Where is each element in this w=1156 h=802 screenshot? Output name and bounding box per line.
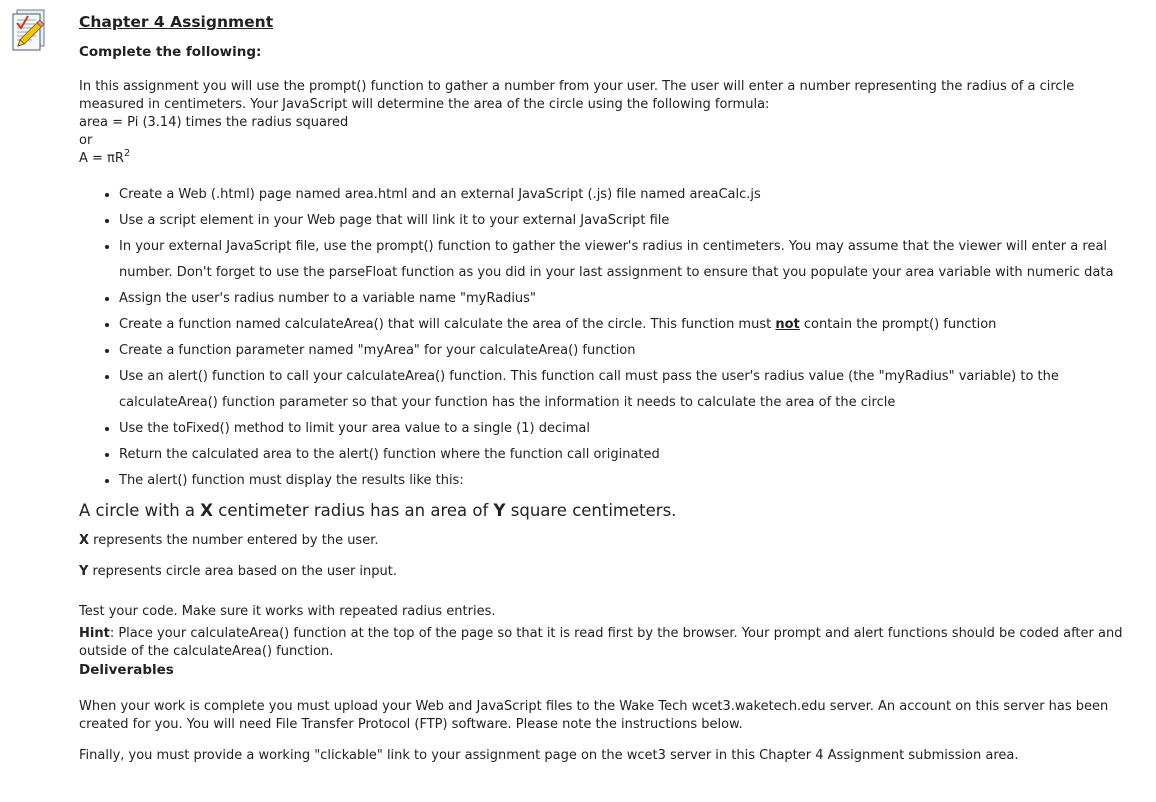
formula-exponent: 2 [123, 148, 131, 159]
testing-text: Test your code. Make sure it works with repeated radius entries. [79, 604, 496, 619]
req-emphasis-not: not [775, 317, 800, 332]
assignment-content [79, 12, 1129, 765]
example-y: Y [493, 501, 506, 520]
requirements-list [79, 182, 1129, 494]
intro-paragraph: In this assignment you will use the prompt() function to gather a number from your user. The user will enter a number representing the radius of a circle measured in centimeters. Your JavaScript will determine the area of the circle using the following formula: [79, 79, 1075, 112]
formula-words: area = Pi (3.14) times the radius squared [79, 115, 349, 130]
y-text: represents circle area based on the user input. [88, 564, 397, 579]
assignment-icon [8, 6, 50, 52]
subtitle: Complete the following: [79, 44, 262, 60]
list-item: • Use a script element in your Web page that will link it to your external JavaScript file [119, 208, 1129, 234]
formula-or: or [79, 133, 93, 148]
intro-section [79, 78, 1129, 168]
y-label: Y [79, 564, 89, 579]
upload-paragraph: When your work is complete you must upload your Web and JavaScript files to the Wake Tech wcet3.waketech.edu server. An account on this server has been created for you. You will need File Transfer Protocol (FTP) software. Please note the instructions below. [79, 699, 1109, 732]
example-x: X [200, 501, 214, 520]
list-item: • The alert() function must display the results like this: [119, 468, 1129, 494]
hint-label: Hint [79, 626, 110, 641]
formula-symbolic [79, 150, 1129, 168]
example-part2: centimeter radius has an area of [213, 501, 494, 520]
req-text-before: Create a function named calculateArea() that will calculate the area of the circle. This function must [119, 317, 776, 332]
example-output [79, 499, 1129, 523]
x-text: represents the number entered by the user. [89, 533, 379, 548]
formula-symbolic-text: A = πR [79, 151, 124, 166]
list-item: • Return the calculated area to the alert() function where the function call originated [119, 442, 1129, 468]
req-text-after: contain the prompt() function [799, 317, 997, 332]
deliverables-heading: Deliverables [79, 662, 174, 678]
hint-text: : Place your calculateArea() function at the top of the page so that it is read first by the browser. Your prompt and alert functions should be coded after and outside of the calculateArea() function. [79, 626, 1123, 659]
list-item: • In your external JavaScript file, use the prompt() function to gather the viewer's radius in centimeters. You may assume that the viewer will enter a real number. Don't forget to use the parseFloat function as you did in your last assignment to ensure that you populate your area variable with numeric data [119, 234, 1129, 286]
page-title: Chapter 4 Assignment [79, 13, 274, 31]
y-explanation [79, 563, 1129, 581]
hint-paragraph [79, 625, 1129, 661]
list-item: • Create a Web (.html) page named area.html and an external JavaScript (.js) file named areaCalc.js [119, 182, 1129, 208]
list-item: • Use the toFixed() method to limit your area value to a single (1) decimal [119, 416, 1129, 442]
example-part3: square centimeters. [505, 501, 677, 520]
list-item: • Use an alert() function to call your calculateArea() function. This function call must pass the user's radius value (the "myRadius" variable) to the calculateArea() function parameter so that your function has the information it needs to calculate the area of the circle [119, 364, 1129, 416]
list-item [119, 312, 1129, 338]
list-item: • Create a function parameter named "myArea" for your calculateArea() function [119, 338, 1129, 364]
example-part1: A circle with a [79, 501, 201, 520]
final-paragraph: Finally, you must provide a working "clickable" link to your assignment page on the wcet3 server in this Chapter 4 Assignment submission area. [79, 748, 1019, 763]
list-item: • Assign the user's radius number to a variable name "myRadius" [119, 286, 1129, 312]
x-label: X [79, 533, 90, 548]
x-explanation [79, 532, 1129, 550]
